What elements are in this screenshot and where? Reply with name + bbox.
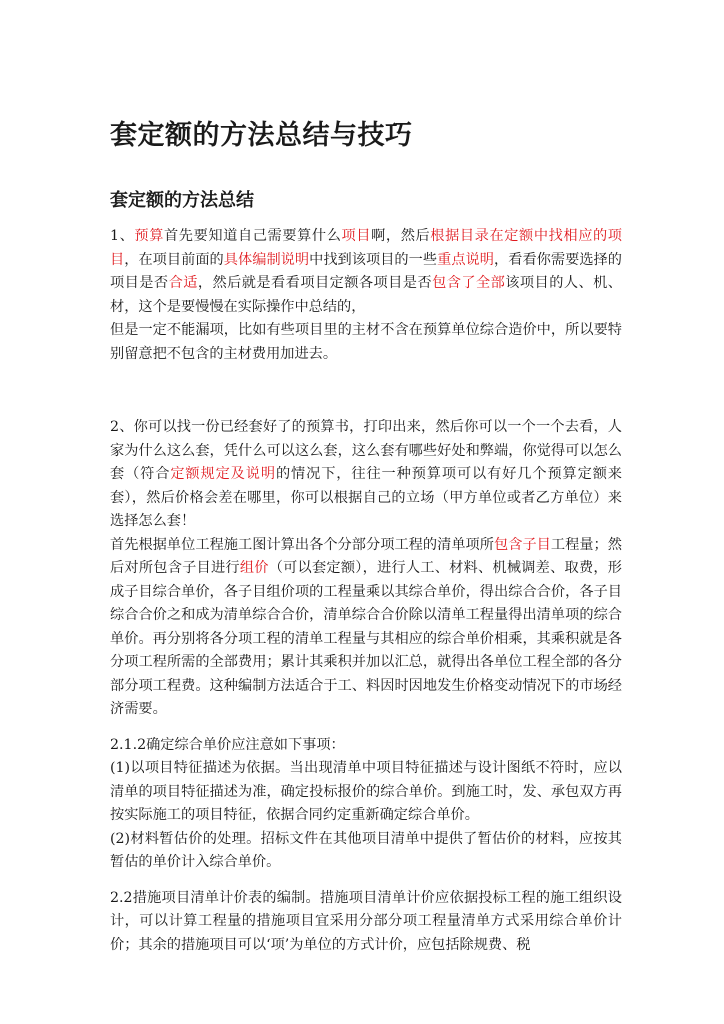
- highlighted-text: 合适: [168, 275, 198, 291]
- text-segment: 但是一定不能漏项，比如有些项目里的主材不含在预算单位综合造价中，所以要特别留意把不包含的主材费用加进去。: [110, 322, 622, 362]
- highlighted-text: 预算: [134, 228, 165, 244]
- text-segment: 2、你可以找一份已经套好了的预算书，打印出来，然后你可以一个一个去看，人家为什么这么套，凭什么可以这么套，这么套有哪些好处和弊端，你觉得可以怎么套（符合: [110, 419, 622, 482]
- text-segment: 的情况下，往往一种预算项可以有好几个预算定额来套），然后价格会差在哪里，你可以根据自己的立场（甲方单位或者乙方单位）来选择怎么套！: [110, 466, 622, 529]
- highlighted-text: 组价: [239, 560, 269, 576]
- highlighted-text: 包含子目: [494, 536, 551, 553]
- text-segment: 2.1.2确定综合单价应注意如下事项：: [110, 736, 345, 753]
- text-segment: 2.2措施项目清单计价表的编制。措施项目清单计价应依据投标工程的施工组织设计，可以计算工程量的措施项目宜采用分部分项工程量清单方式采用综合单价计价；其余的措施项目可以‘项’为单位的方式计价，应包括除规费、税: [110, 889, 622, 953]
- text-segment: ，然后就是看看项目定额各项目是否: [197, 275, 433, 291]
- text-segment: 首先根据单位工程施工图计算出各个分部分项工程的清单项所: [110, 536, 494, 553]
- text-segment: (2)材料暂估价的处理。招标文件在其他项目清单中提供了暂估价的材料，应按其暂估的单价计入综合单价。: [110, 830, 622, 870]
- text-segment: (1)以项目特征描述为依据。当出现清单中项目特征描述与设计图纸不符时，应以清单的项目特征描述为准，确定投标报价的综合单价。到施工时，发、承包双方再按实际施工的项目特征，依据合同约定重新确定综合单价。: [110, 760, 622, 823]
- highlighted-text: 根据目录在定额中找相应的项目: [110, 228, 622, 268]
- text-segment: 啊，然后: [371, 228, 431, 244]
- paragraph-6: [110, 828, 622, 875]
- text-segment: ，看看你需要选择的项目是否: [110, 251, 622, 291]
- text-segment: 首先要知道自己需要算什么: [164, 228, 342, 244]
- text-segment: 工程量；然后对所包含子目进行: [110, 536, 622, 576]
- text-segment: 中找到该项目的一些: [309, 251, 438, 268]
- highlighted-text: 项目: [341, 228, 372, 244]
- paragraph-1b: [110, 319, 622, 366]
- document-title: 套定额的方法总结与技巧: [110, 120, 413, 151]
- paragraph-3: [110, 534, 622, 722]
- paragraph-1: [110, 225, 622, 319]
- paragraph-7: [110, 887, 622, 958]
- paragraph-2: [110, 416, 622, 534]
- document-content: [110, 116, 622, 957]
- highlighted-text: 具体编制说明: [223, 251, 310, 268]
- text-segment: 1、: [110, 228, 135, 244]
- paragraph-4: [110, 734, 622, 758]
- text-segment: 该项目的人、机、材，这个是要慢慢在实际操作中总结的，: [110, 275, 622, 315]
- highlighted-text: 包含了全部: [432, 275, 506, 291]
- paragraph-5: [110, 757, 622, 828]
- highlighted-text: 重点说明: [437, 251, 494, 268]
- text-segment: ，在项目前面的: [124, 251, 224, 268]
- text-segment: （可以套定额），进行人工、材料、机械调差、取费，形成子目综合单价，各子目组价项的工程量乘以其综合单价，得出综合合价，各子目综合合价之和成为清单综合合价，清单综合合价除以清单工程量得出清单项的综合单价。再分别将各分项工程的清单工程量与其相应的综合单价相乘，其乘积就是各分项工程所需的全部费用；累计其乘积并加以汇总，就得出各单位工程全部的各分部分项工程费。这种编制方法适合于工、料因时因地发生价格变动情况下的市场经济需要。: [110, 560, 622, 717]
- highlighted-text: 定额规定及说明: [170, 466, 276, 482]
- section-heading: 套定额的方法总结: [110, 190, 254, 211]
